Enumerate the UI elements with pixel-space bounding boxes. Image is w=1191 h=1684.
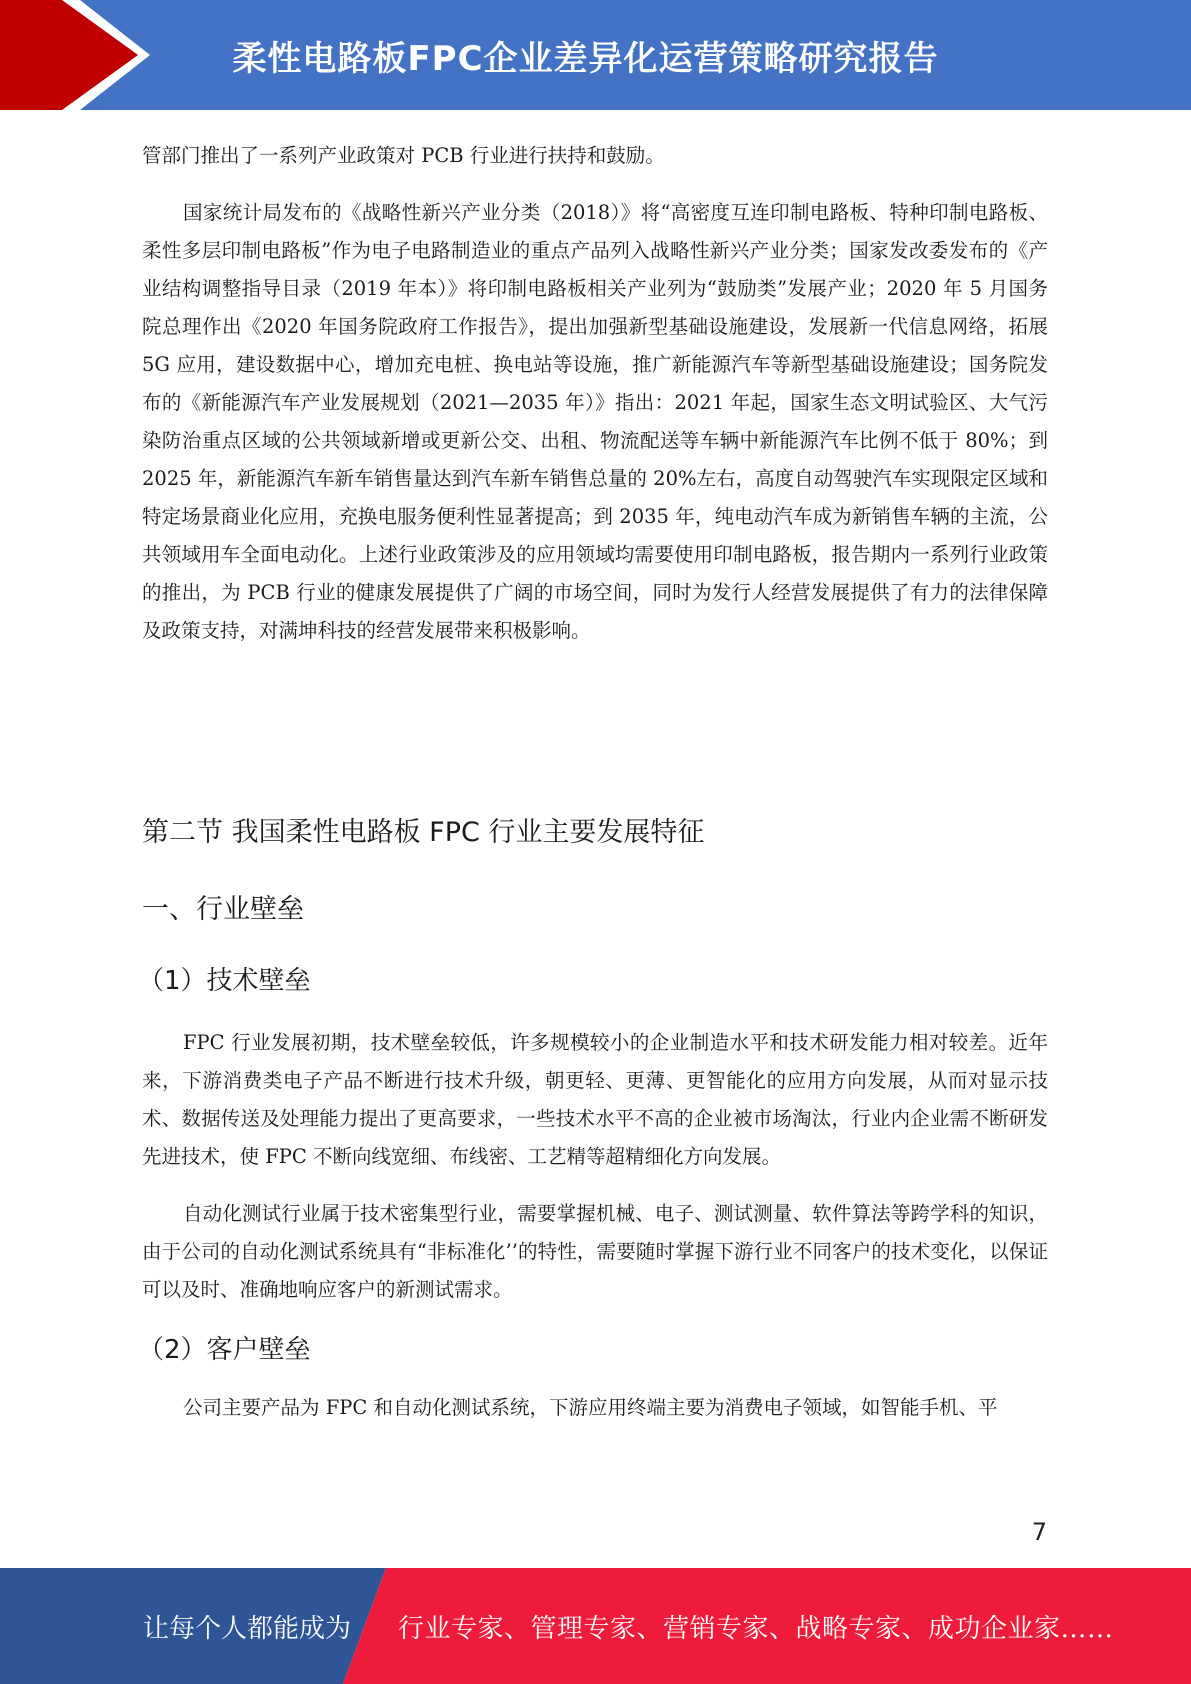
subsection-heading: 一、行业壁垒: [142, 894, 304, 925]
paragraph-automation: 自动化测试行业属于技术密集型行业，需要掌握机械、电子、测试测量、软件算法等跨学科的知识，由于公司的自动化测试系统具有“非标准化’’的特性，需要随时掌握下游行业不同客户的技术变化，以保证可以及时、准确地响应客户的新测试需求。: [142, 1202, 1048, 1301]
footer-slogan-left: 让每个人都能成为: [143, 1613, 352, 1644]
section-heading: 第二节 我国柔性电路板 FPC 行业主要发展特征: [142, 817, 705, 848]
paragraph-customer-barrier: 公司主要产品为 FPC 和自动化测试系统，下游应用终端主要为消费电子领域，如智能手机、平: [183, 1396, 998, 1419]
report-title: 柔性电路板FPC企业差异化运营策略研究报告: [232, 38, 939, 79]
paragraph-continuation: 管部门推出了一系列产业政策对 PCB 行业进行扶持和鼓励。: [142, 144, 665, 167]
page-footer: [0, 1568, 1191, 1684]
subsubsection-heading-customer: （2）客户壁垒: [138, 1335, 311, 1365]
footer-slogan-right: 行业专家、管理专家、营销专家、战略专家、成功企业家……: [398, 1613, 1114, 1644]
paragraph-policy: 国家统计局发布的《战略性新兴产业分类（2018）》将“高密度互连印制电路板、特种印制电路板、柔性多层印制电路板”作为电子电路制造业的重点产品列入战略性新兴产业分类；国家发改委发布的《产业结构调整指导目录（2019 年本）》将印制电路板相关产业列为“鼓励类”发展产业；2020 年 5 月国务院总理作出《2020 年国务院政府工作报告》，提出加强新型基础设施建设，发展新一代信息网络，拓展 5G 应用，建设数据中心，增加充电桩、换电站等设施，推广新能源汽车等新型基础设施建设；国务院发布的《新能源汽车产业发展规划（2021—2035 年）》指出：2021 年起，国家生态文明试验区、大气污染防治重点区域的公共领域新增或更新公交、出租、物流配送等车辆中新能源汽车比例不低于 80%；到 2025 年，新能源汽车新车销售量达到汽车新车销售总量的 20%左右，高度自动驾驶汽车实现限定区域和特定场景商业化应用，充换电服务便利性显著提高；到 2035 年，纯电动汽车成为新销售车辆的主流，公共领域用车全面电动化。上述行业政策涉及的应用领域均需要使用印制电路板，报告期内一系列行业政策的推出，为 PCB 行业的健康发展提供了广阔的市场空间，同时为发行人经营发展提供了有力的法律保障及政策支持，对满坤科技的经营发展带来积极影响。: [142, 201, 1048, 642]
page-content: [138, 130, 1048, 1427]
page-number: 7: [1031, 1518, 1047, 1546]
page-header: [0, 0, 1191, 110]
paragraph-tech-barrier: FPC 行业发展初期，技术壁垒较低，许多规模较小的企业制造水平和技术研发能力相对较差。近年来，下游消费类电子产品不断进行技术升级，朝更轻、更薄、更智能化的应用方向发展，从而对显示技术、数据传送及处理能力提出了更高要求，一些技术水平不高的企业被市场淘汰，行业内企业需不断研发先进技术，使 FPC 不断向线宽细、布线密、工艺精等超精细化方向发展。: [142, 1031, 1048, 1168]
subsubsection-heading-tech: （1）技术壁垒: [138, 966, 311, 996]
